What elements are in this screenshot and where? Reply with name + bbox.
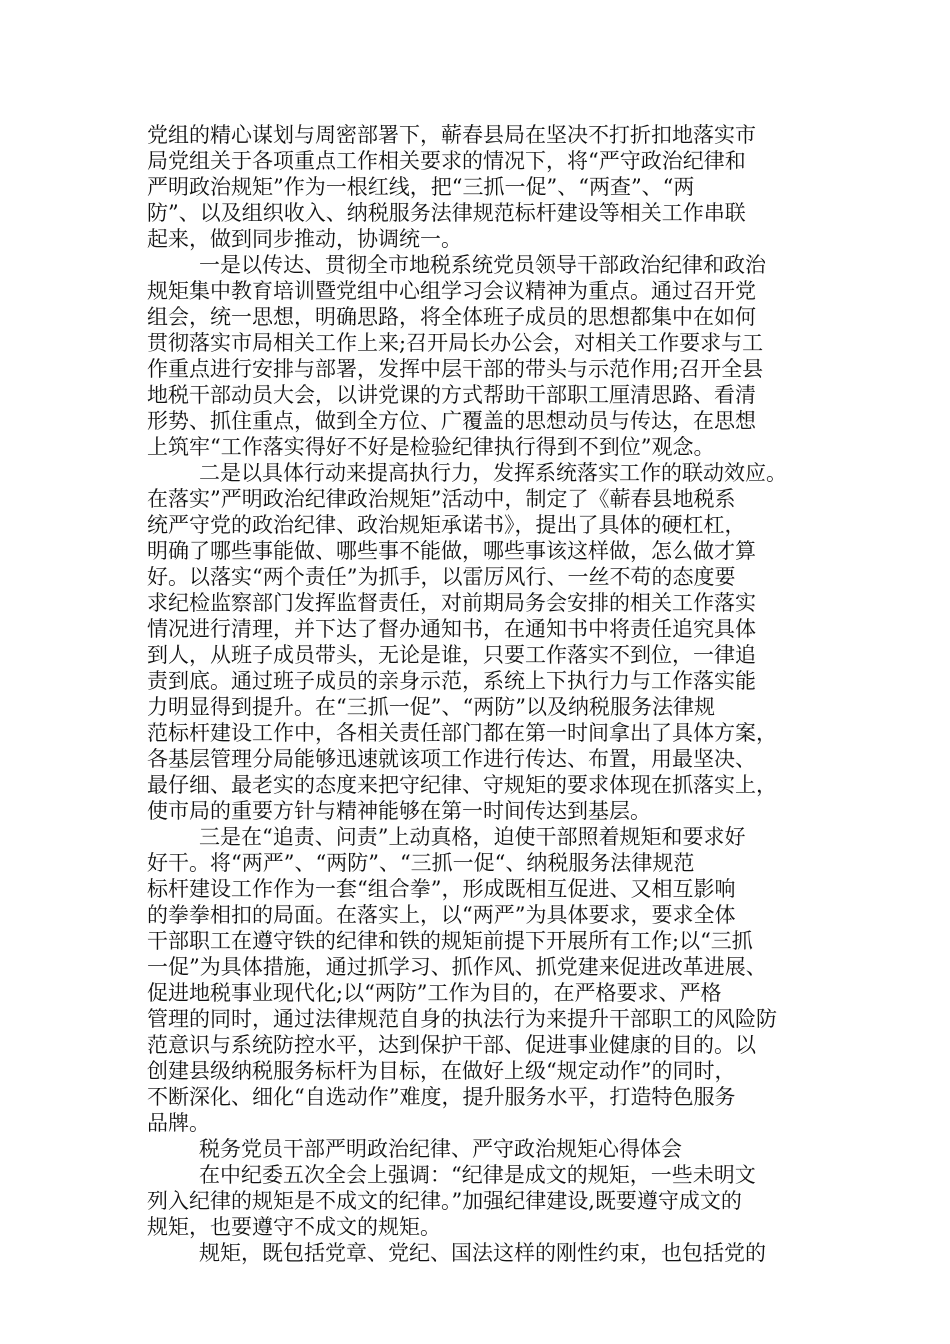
text-line: 力明显得到提升。在“三抓一促”、“两防”以及纳税服务法律规 [147,695,715,719]
text-line: 好干。将“两严”、“两防”、“三抓一促“、纳税服务法律规范 [147,851,695,875]
text-line: 规矩集中教育培训暨党组中心组学习会议精神为重点。通过召开党 [147,279,756,303]
text-line: 不断深化、细化“自选动作”难度，提升服务水平，打造特色服务 [147,1085,736,1109]
text-line: 一促”为具体措施，通过抓学习、抓作风、抓党建来促进改革进展、 [147,955,767,979]
text-line: 税务党员干部严明政治纪律、严守政治规矩心得体会 [199,1137,682,1161]
text-line: 责到底。通过班子成员的亲身示范，系统上下执行力与工作落实能 [147,669,756,693]
text-line: 干部职工在遵守铁的纪律和铁的规矩前提下开展所有工作;以“三抓 [147,929,753,953]
text-line: 的拳拳相扣的局面。在落实上，以“两严”为具体要求，要求全体 [147,903,736,927]
text-line: 党组的精心谋划与周密部署下，蕲春县局在坚决不打折扣地落实市 [147,123,756,147]
text-line: 范标杆建设工作中，各相关责任部门都在第一时间拿出了具体方案， [147,721,777,745]
text-line: 二是以具体行动来提高执行力，发挥系统落实工作的联动效应。 [199,461,787,485]
text-line: 规矩，既包括党章、党纪、国法这样的刚性约束，也包括党的 [199,1241,766,1265]
text-line: 地税干部动员大会，以讲党课的方式帮助干部职工厘清思路、看清 [147,383,756,407]
text-line: 规矩，也要遵守不成文的规矩。 [147,1215,441,1239]
text-line: 好。以落实“两个责任”为抓手，以雷厉风行、一丝不苟的态度要 [147,565,736,589]
text-line: 上筑牢“工作落实得好不好是检验纪律执行得到不到位”观念。 [147,435,715,459]
text-line: 在中纪委五次全会上强调：“纪律是成文的规矩，一些未明文 [199,1163,756,1187]
text-line: 统严守党的政治纪律、政治规矩承诺书》，提出了具体的硬杠杠， [147,513,746,537]
text-line: 组会，统一思想，明确思路，将全体班子成员的思想都集中在如何 [147,305,756,329]
text-line: 范意识与系统防控水平，达到保护干部、促进事业健康的目的。以 [147,1033,756,1057]
text-line: 在落实”严明政治纪律政治规矩”活动中，制定了《蕲春县地税系 [147,487,736,511]
text-line: 情况进行清理，并下达了督办通知书，在通知书中将责任追究具体 [147,617,756,641]
text-line: 明确了哪些事能做、哪些事不能做，哪些事该这样做，怎么做才算 [147,539,756,563]
text-line: 品牌。 [147,1111,210,1135]
text-line: 贯彻落实市局相关工作上来;召开局长办公会，对相关工作要求与工 [147,331,764,355]
text-line: 创建县级纳税服务标杆为目标，在做好上级“规定动作”的同时， [147,1059,736,1083]
text-line: 严明政治规矩”作为一根红线，把“三抓一促”、“两查”、“两 [147,175,695,199]
document-body [147,122,807,1266]
text-line: 一是以传达、贯彻全市地税系统党员领导干部政治纪律和政治 [199,253,766,277]
text-line: 各基层管理分局能够迅速就该项工作进行传达、布置，用最坚决、 [147,747,756,771]
text-line: 促进地税事业现代化;以“两防”工作为目的，在严格要求、严格 [147,981,722,1005]
text-line: 使市局的重要方针与精神能够在第一时间传达到基层。 [147,799,651,823]
text-line: 求纪检监察部门发挥监督责任，对前期局务会安排的相关工作落实 [147,591,756,615]
text-line: 标杆建设工作作为一套“组合拳”，形成既相互促进、又相互影响 [147,877,736,901]
text-line: 三是在“追责、问责”上动真格，迫使干部照着规矩和要求好 [199,825,746,849]
text-line: 列入纪律的规矩是不成文的纪律。”加强纪律建设,既要遵守成文的 [147,1189,742,1213]
text-line: 管理的同时，通过法律规范自身的执法行为来提升干部职工的风险防 [147,1007,777,1031]
text-line: 到人，从班子成员带头，无论是谁，只要工作落实不到位，一律追 [147,643,756,667]
text-line: 防”、以及组织收入、纳税服务法律规范标杆建设等相关工作串联 [147,201,746,225]
text-line: 作重点进行安排与部署，发挥中层干部的带头与示范作用;召开全县 [147,357,764,381]
text-line: 起来，做到同步推动，协调统一。 [147,227,462,251]
text-line: 形势、抓住重点，做到全方位、广覆盖的思想动员与传达，在思想 [147,409,756,433]
text-line: 最仔细、最老实的态度来把守纪律、守规矩的要求体现在抓落实上， [147,773,777,797]
text-line: 局党组关于各项重点工作相关要求的情况下，将“严守政治纪律和 [147,149,746,173]
